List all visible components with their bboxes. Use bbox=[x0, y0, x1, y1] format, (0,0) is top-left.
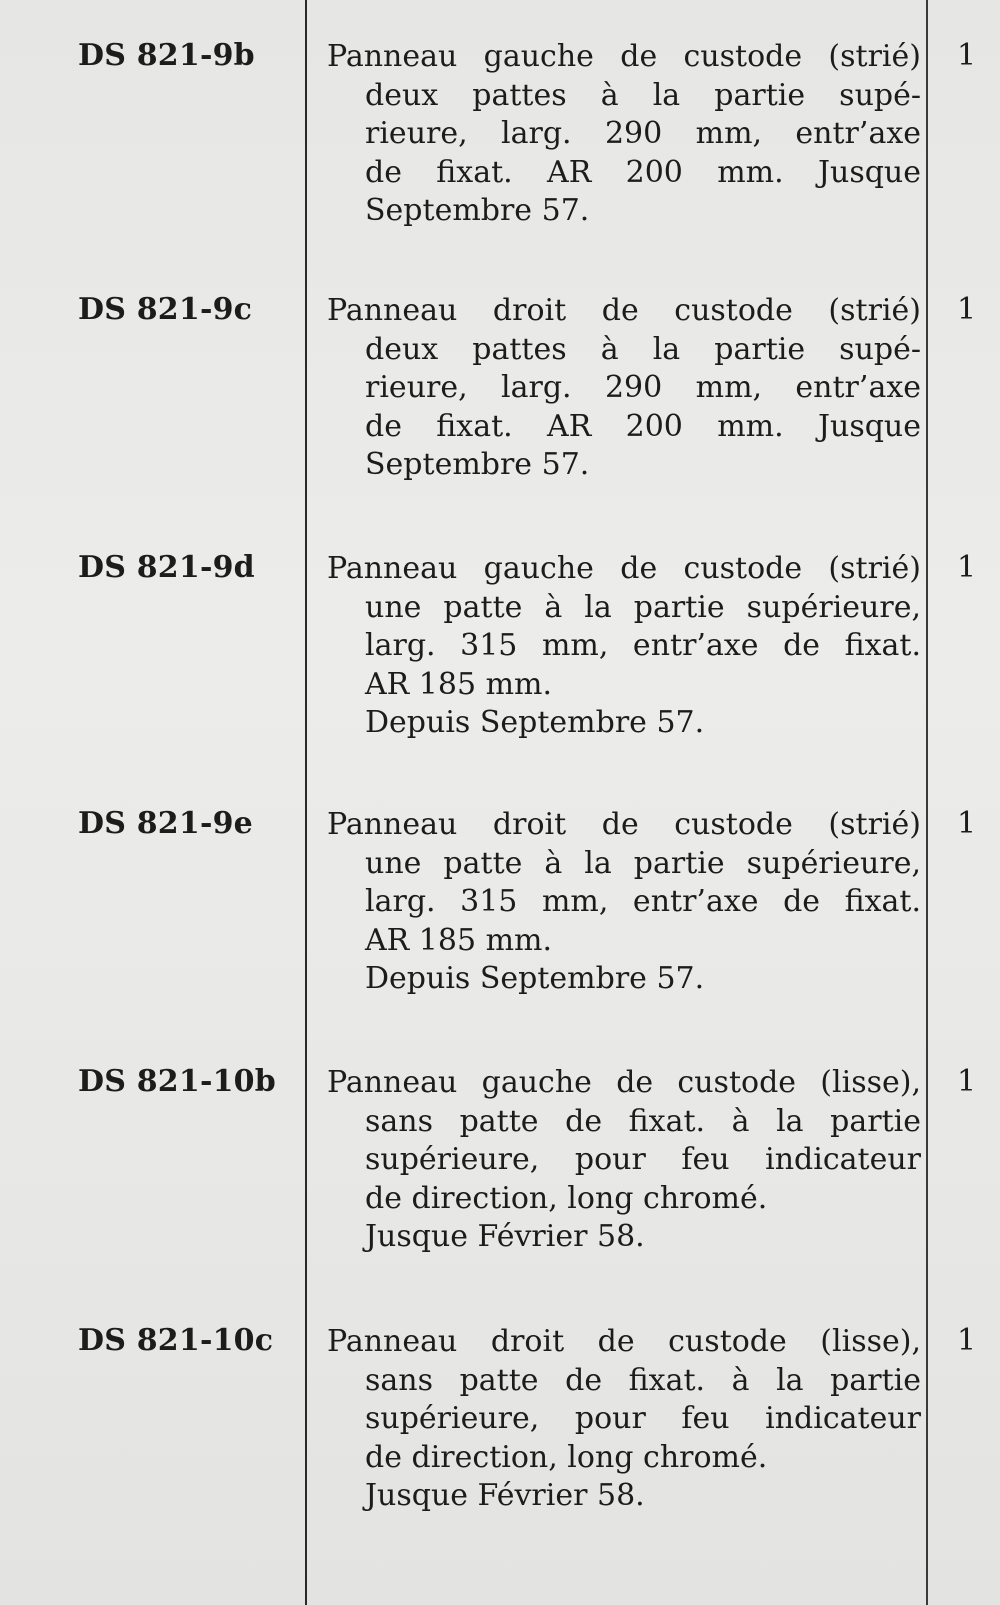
description-line: deux pattes à la partie supé- bbox=[365, 331, 921, 367]
description-line: de fixat. AR 200 mm. Jusque bbox=[365, 408, 921, 444]
description-line: rieure, larg. 290 mm, entr’axe bbox=[365, 370, 921, 405]
description-line: supérieure, pour feu indicateur bbox=[365, 1401, 921, 1436]
part-quantity: 1 bbox=[957, 550, 977, 585]
column-divider-right bbox=[926, 0, 928, 1605]
description-line: larg. 315 mm, entr’axe de fixat. bbox=[365, 628, 921, 663]
column-divider-left bbox=[305, 0, 307, 1605]
description-line: de direction, long chromé. bbox=[365, 1439, 768, 1475]
description-line: supérieure, pour feu indicateur bbox=[365, 1142, 921, 1177]
description-line: rieure, larg. 290 mm, entr’axe bbox=[365, 116, 921, 151]
description-line: une patte à la partie supérieure, bbox=[365, 845, 921, 881]
part-description bbox=[327, 1064, 921, 1257]
description-line: deux pattes à la partie supé- bbox=[365, 77, 921, 113]
part-description bbox=[327, 292, 921, 485]
part-quantity: 1 bbox=[957, 38, 977, 73]
description-line: AR 185 mm. bbox=[365, 666, 553, 702]
part-reference: DS 821-9e bbox=[78, 806, 253, 841]
description-line: Depuis Septembre 57. bbox=[365, 705, 705, 740]
description-line: Jusque Février 58. bbox=[365, 1478, 645, 1513]
description-line: sans patte de fixat. à la partie bbox=[365, 1103, 921, 1139]
description-line: une patte à la partie supérieure, bbox=[365, 589, 921, 625]
description-line: Depuis Septembre 57. bbox=[365, 961, 705, 996]
part-description bbox=[327, 806, 921, 999]
description-line: Panneau gauche de custode (strié) bbox=[327, 39, 921, 74]
part-reference: DS 821-9b bbox=[78, 38, 255, 73]
description-line: Panneau gauche de custode (lisse), bbox=[327, 1065, 921, 1100]
description-line: Panneau gauche de custode (strié) bbox=[327, 551, 921, 586]
description-line: sans patte de fixat. à la partie bbox=[365, 1362, 921, 1398]
description-line: Septembre 57. bbox=[365, 193, 590, 228]
part-quantity: 1 bbox=[957, 292, 977, 327]
part-quantity: 1 bbox=[957, 1064, 977, 1099]
description-line: larg. 315 mm, entr’axe de fixat. bbox=[365, 884, 921, 919]
description-line: de direction, long chromé. bbox=[365, 1180, 768, 1216]
part-description bbox=[327, 38, 921, 231]
part-reference: DS 821-9d bbox=[78, 550, 255, 585]
description-line: Panneau droit de custode (lisse), bbox=[327, 1324, 921, 1359]
part-quantity: 1 bbox=[957, 1323, 977, 1358]
description-line: Septembre 57. bbox=[365, 447, 590, 482]
part-quantity: 1 bbox=[957, 806, 977, 841]
part-reference: DS 821-10b bbox=[78, 1064, 276, 1099]
part-reference: DS 821-10c bbox=[78, 1323, 274, 1358]
description-line: Panneau droit de custode (strié) bbox=[327, 293, 921, 328]
description-line: Panneau droit de custode (strié) bbox=[327, 807, 921, 842]
description-line: Jusque Février 58. bbox=[365, 1219, 645, 1254]
description-line: de fixat. AR 200 mm. Jusque bbox=[365, 154, 921, 190]
description-line: AR 185 mm. bbox=[365, 922, 553, 958]
part-description bbox=[327, 550, 921, 743]
part-reference: DS 821-9c bbox=[78, 292, 253, 327]
part-description bbox=[327, 1323, 921, 1516]
